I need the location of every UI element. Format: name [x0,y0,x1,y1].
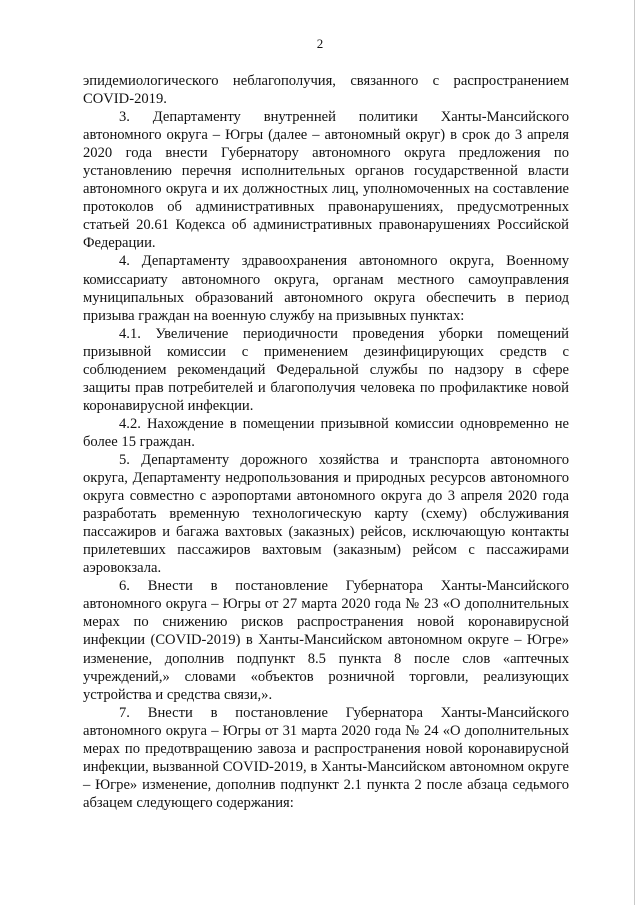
paragraph-item-3: 3. Департаменту внутренней политики Ханты-Мансийского автономного округа – Югры (далее – автономный округ) в срок до 3 апреля 2020 года внести Губернатору автономного округа предложения по установлению перечня исполнительных органов государственной власти автономного округа и их должностных лиц, уполномоченных на составление протоколов об административных правонарушениях, предусмотренных статьей 20.61 Кодекса об административных правонарушениях Российской Федерации. [83,109,569,252]
paragraph-item-4: 4. Департаменту здравоохранения автономного округа, Военному комиссариату автономного округа, органам местного самоуправления муниципальных образований автономного округа обеспечить в период призыва граждан на военную службу на призывных пунктах: [83,253,569,324]
scan-edge-line [634,0,635,905]
page-number: 2 [316,36,324,51]
paragraph-item-5: 5. Департаменту дорожного хозяйства и транспорта автономного округа, Департаменту недропользования и природных ресурсов автономного округа совместно с аэропортами автономного округа до 3 апреля 2020 года разработать временную технологическую карту (схему) обслуживания пассажиров и багажа вахтовых (заказных) рейсов, исключающую контакты прилетевших пассажиров вахтовым (заказным) рейсом с пассажирами аэровокзала. [83,451,569,577]
paragraph-item-6: 6. Внести в постановление Губернатора Ханты-Мансийского автономного округа – Югры от 27 марта 2020 года № 23 «О дополнительных мерах по снижению рисков распространения новой коронавирусной инфекции (COVID-2019) в Ханты-Мансийском автономном округе – Югре» изменение, дополнив подпункт 8.5 пункта 8 после слов «аптечных учреждений,» словами «объектов розничной торговли, реализующих устройства и средства связи,». [83,578,569,703]
document-body [83,72,569,812]
paragraph-item-4-2: 4.2. Нахождение в помещении призывной комиссии одновременно не более 15 граждан. [83,415,569,450]
paragraph-item-4-1: 4.1. Увеличение периодичности проведения уборки помещений призывной комиссии с применением дезинфицирующих средств с соблюдением рекомендаций Федеральной службы по надзору в сфере защиты прав потребителей и благополучия человека по профилактике новой коронавирусной инфекции. [83,325,569,414]
paragraph-item-7: 7. Внести в постановление Губернатора Ханты-Мансийского автономного округа – Югры от 31 марта 2020 года № 24 «О дополнительных мерах по предотвращению завоза и распространения новой коронавирусной инфекции, вызванной COVID-2019, в Ханты-Мансийском автономном округе – Югре» изменение, дополнив подпункт 2.1 пункта 2 после абзаца седьмого абзацем следующего содержания: [83,704,569,811]
paragraph-continuation: эпидемиологического неблагополучия, связанного с распространением COVID-2019. [83,73,569,108]
